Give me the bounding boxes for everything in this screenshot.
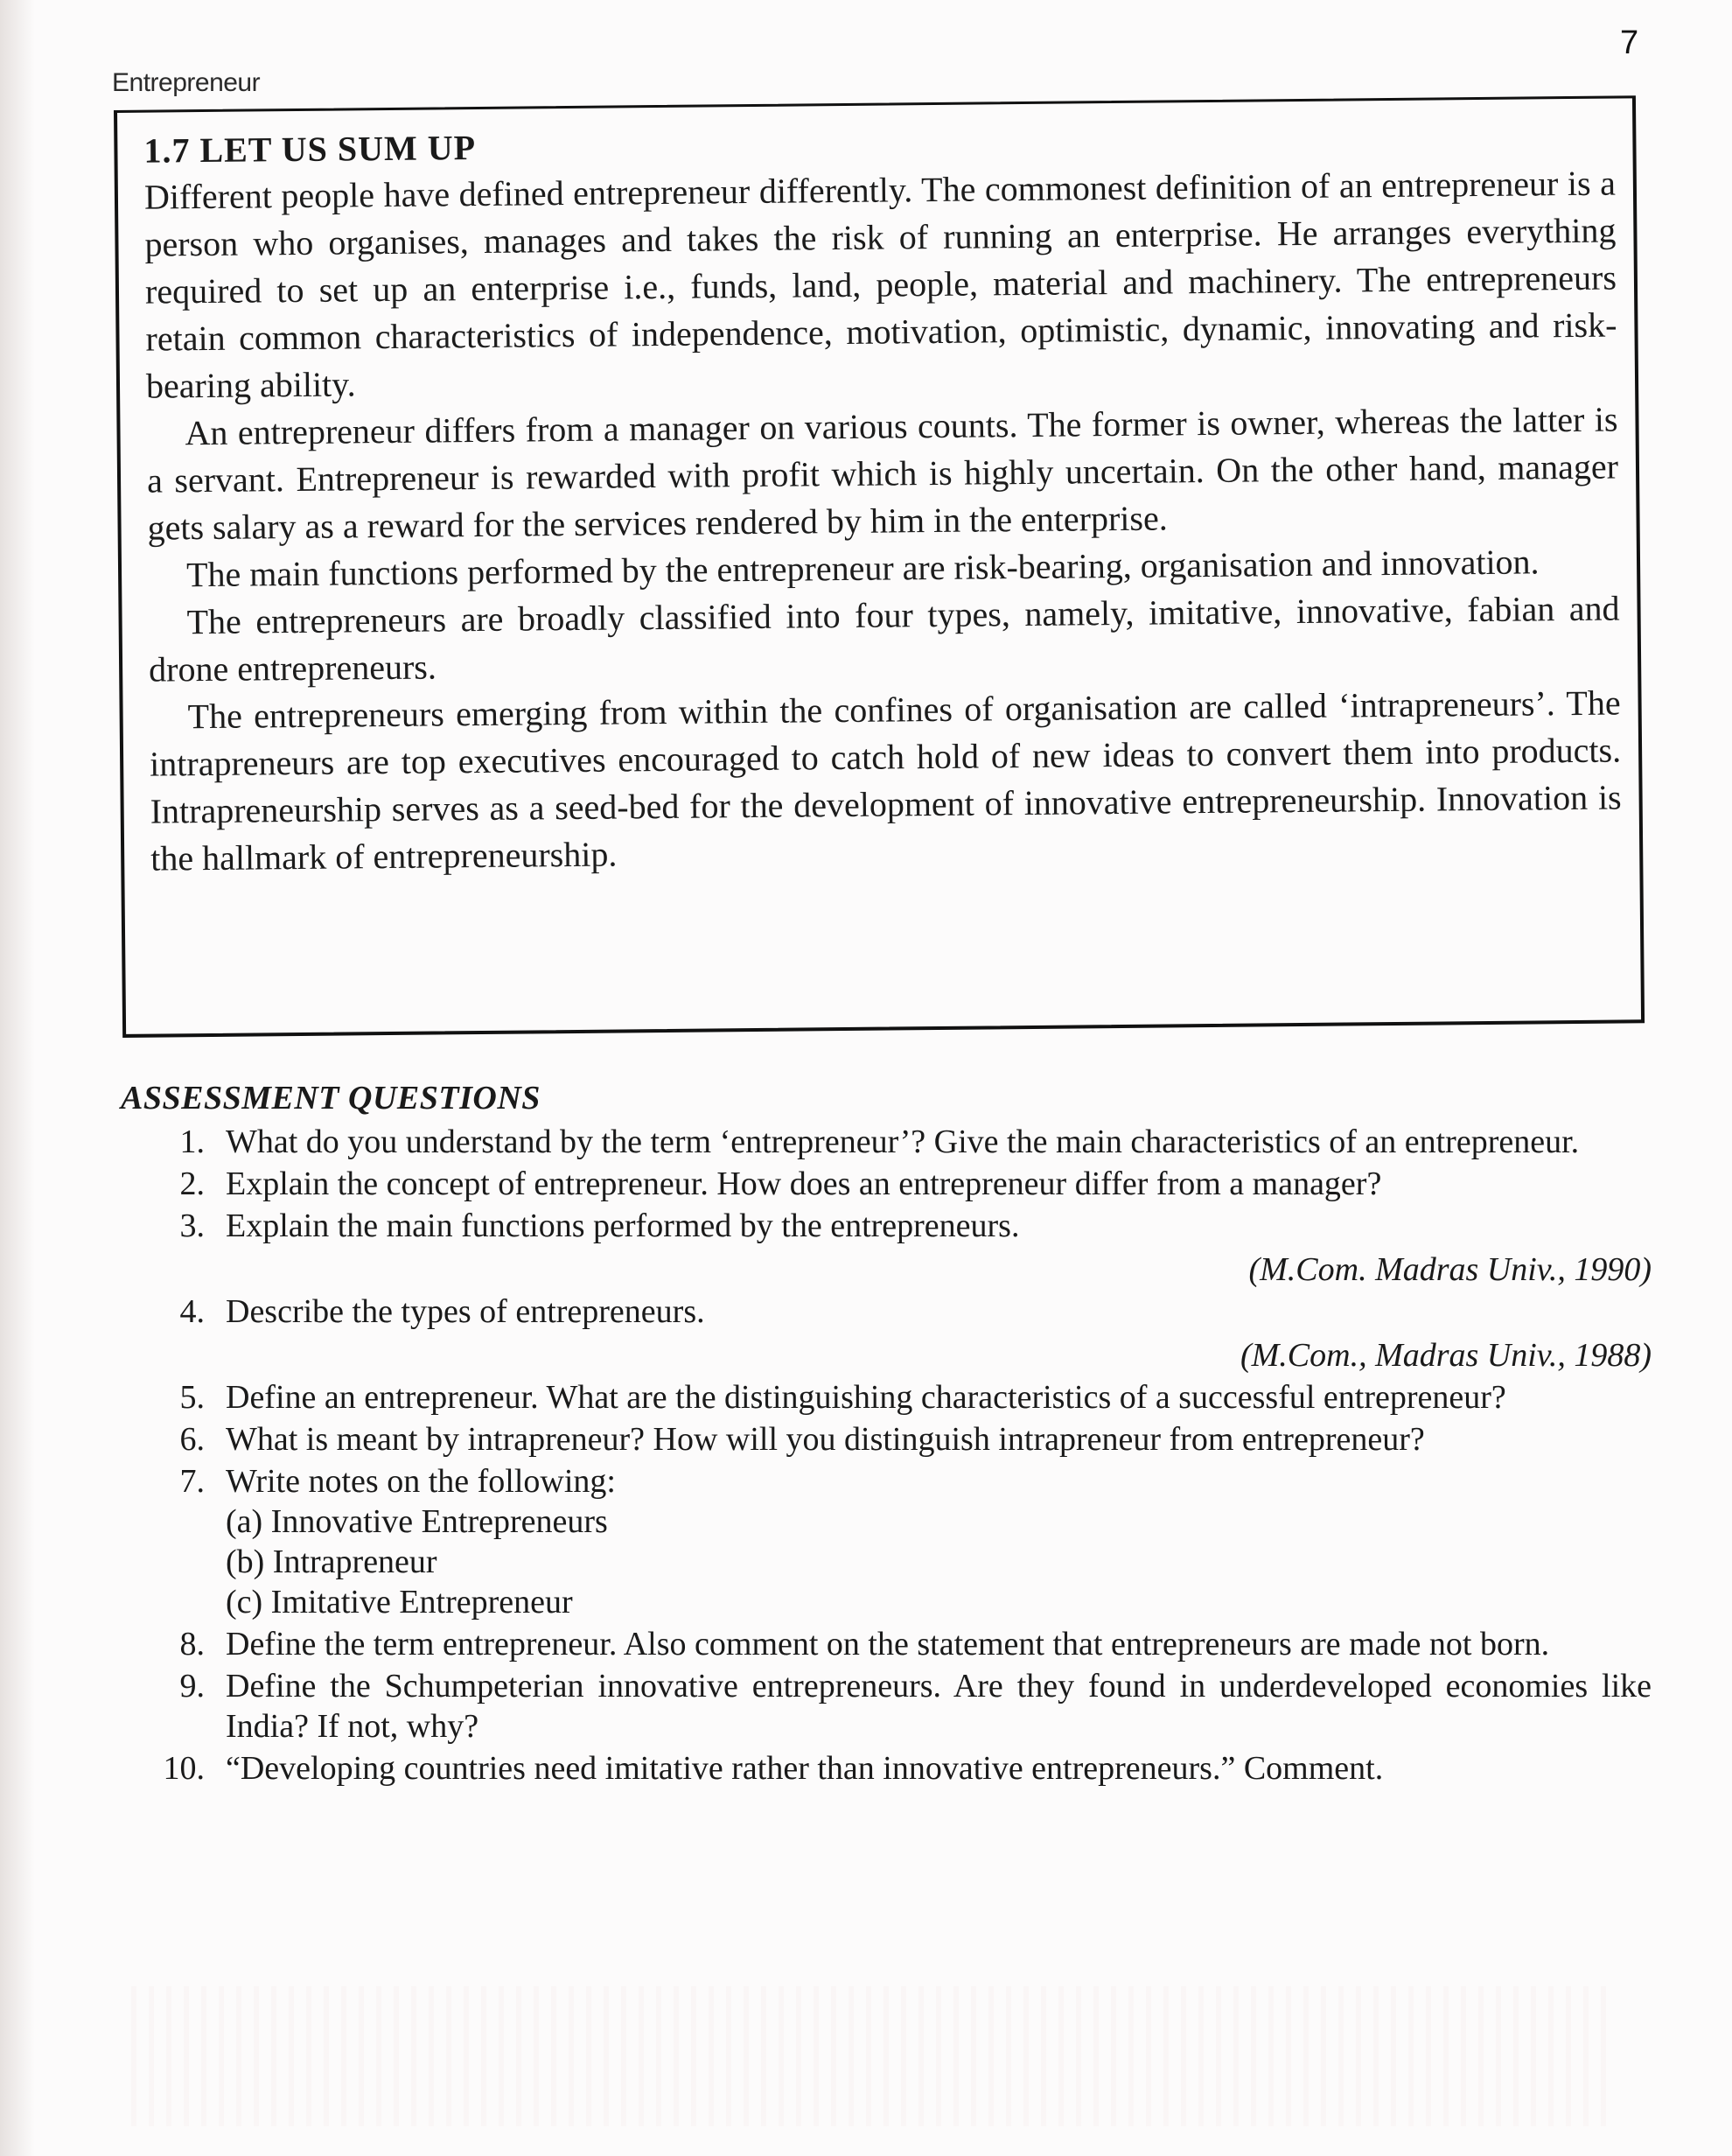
question-item: [121, 1624, 1652, 1664]
question-number: 10.: [163, 1750, 205, 1787]
show-through-texture: [131, 1986, 1618, 2126]
question-item: [121, 1122, 1652, 1162]
question-text: Write notes on the following:: [226, 1463, 616, 1500]
question-item: [121, 1377, 1652, 1418]
question-item: [121, 1164, 1652, 1204]
summary-paragraph: An entrepreneur differs from a manager on various counts. The former is owner, whereas the latter is a servant. Entrepreneur is rewarded with profit which is highly uncertain. On the other hand, manager gets salary as a reward for the services rendered by him in the enterprise.: [146, 399, 1619, 548]
question-item: [121, 1748, 1652, 1788]
question-source: (M.Com. Madras Univ., 1990): [1248, 1251, 1652, 1288]
question-item: [121, 1206, 1652, 1290]
question-number: 5.: [179, 1379, 205, 1416]
question-number: 3.: [179, 1208, 205, 1244]
question-subitem: (c) Imitative Entrepreneur: [226, 1584, 573, 1620]
question-subitem: (b) Intrapreneur: [226, 1544, 437, 1580]
question-text: Define the term entrepreneur. Also comment on the statement that entrepreneurs are made not born.: [226, 1626, 1550, 1662]
question-item: [121, 1461, 1652, 1622]
question-text: What is meant by intrapreneur? How will you distinguish intrapreneur from entrepreneur?: [226, 1421, 1425, 1458]
page-edge-shadow: [0, 0, 35, 2156]
question-source: (M.Com., Madras Univ., 1988): [1240, 1337, 1652, 1374]
question-item: [121, 1666, 1652, 1746]
summary-box: [114, 95, 1645, 1038]
assessment-title: ASSESSMENT QUESTIONS: [121, 1080, 541, 1116]
summary-paragraph: Different people have defined entrepreneur differently. The commonest definition of an entrepreneur is a person who organises, manages and takes the risk of running an enterprise. He arranges everything required to set up an enterprise i.e., funds, land, people, material and machinery. The entrepreneurs retain common characteristics of independence, motivation, optimistic, dynamic, innovating and risk-bearing ability.: [143, 163, 1617, 406]
question-number: 9.: [179, 1668, 205, 1704]
summary-paragraph: The entrepreneurs emerging from within the confines of organisation are called ‘intrapreneurs’. The intrapreneurs are top executives encouraged to catch hold of new ideas to convert them into products. Intrapreneurship serves as a seed-bed for the development of innovative entrepreneurship. Innovation is the hallmark of entrepreneurship.: [149, 682, 1622, 878]
question-text: Define an entrepreneur. What are the distinguishing characteristics of a successful entrepreneur?: [226, 1379, 1506, 1416]
question-number: 2.: [179, 1166, 205, 1202]
question-subitem: (a) Innovative Entrepreneurs: [226, 1503, 608, 1540]
question-number: 8.: [179, 1626, 205, 1662]
question-text: Define the Schumpeterian innovative entrepreneurs. Are they found in underdeveloped economies like India? If not, why?: [226, 1668, 1652, 1745]
question-item: [121, 1419, 1652, 1460]
question-number: 6.: [179, 1421, 205, 1458]
summary-title: 1.7 LET US SUM UP: [143, 128, 477, 171]
question-number: 4.: [179, 1293, 205, 1330]
question-text: Describe the types of entrepreneurs.: [226, 1293, 705, 1330]
question-list: [121, 1122, 1652, 1788]
question-text: Explain the main functions performed by the entrepreneurs.: [226, 1208, 1020, 1244]
question-text: Explain the concept of entrepreneur. How does an entrepreneur differ from a manager?: [226, 1166, 1382, 1202]
question-text: What do you understand by the term ‘entrepreneur’? Give the main characteristics of an entrepreneur.: [226, 1124, 1580, 1160]
question-item: [121, 1292, 1652, 1376]
assessment-questions: [121, 1078, 1652, 1790]
question-text: “Developing countries need imitative rather than innovative entrepreneurs.” Comment.: [226, 1750, 1384, 1787]
question-number: 1.: [179, 1124, 205, 1160]
summary-paragraph: The main functions performed by the entrepreneur are risk-bearing, organisation and innovation.: [185, 542, 1540, 595]
running-head: Entrepreneur: [112, 68, 261, 97]
summary-paragraph: The entrepreneurs are broadly classified into four types, namely, imitative, innovative, fabian and drone entrepreneurs.: [148, 588, 1620, 690]
page-number: 7: [1620, 24, 1639, 61]
question-number: 7.: [179, 1463, 205, 1500]
